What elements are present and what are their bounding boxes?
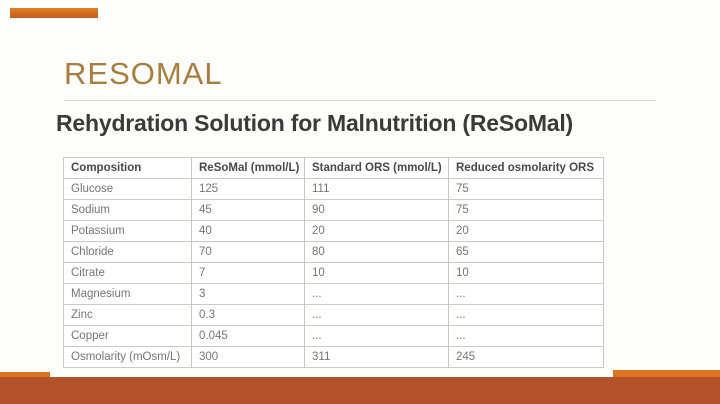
- slide-title: RESOMAL: [64, 56, 223, 91]
- table-header-cell: Reduced osmolarity ORS: [449, 158, 604, 179]
- table-cell: 311: [305, 347, 449, 368]
- table-header-cell: ReSoMal (mmol/L): [192, 158, 305, 179]
- table-cell: 3: [192, 284, 305, 305]
- table-row: [64, 242, 604, 263]
- table-cell: 10: [305, 263, 449, 284]
- bottom-band: [0, 377, 720, 404]
- table-cell: ...: [449, 284, 604, 305]
- table-cell: Citrate: [64, 263, 192, 284]
- top-accent-bar: [10, 8, 98, 18]
- table-cell: 0.045: [192, 326, 305, 347]
- table-cell: Glucose: [64, 179, 192, 200]
- table-cell: 0.3: [192, 305, 305, 326]
- title-divider: [64, 100, 656, 101]
- table-cell: Magnesium: [64, 284, 192, 305]
- table-row: [64, 179, 604, 200]
- table-cell: ...: [305, 284, 449, 305]
- table-cell: 75: [449, 179, 604, 200]
- table-cell: 40: [192, 221, 305, 242]
- table-cell: 245: [449, 347, 604, 368]
- table-cell: 80: [305, 242, 449, 263]
- table-row: [64, 263, 604, 284]
- table-header-cell: Standard ORS (mmol/L): [305, 158, 449, 179]
- table-cell: ...: [305, 305, 449, 326]
- table-cell: 300: [192, 347, 305, 368]
- table-cell: Sodium: [64, 200, 192, 221]
- table-cell: 75: [449, 200, 604, 221]
- table-cell: 20: [449, 221, 604, 242]
- table-header-row: [64, 158, 604, 179]
- table-cell: ...: [449, 305, 604, 326]
- table-cell: ...: [305, 326, 449, 347]
- table-cell: ...: [449, 326, 604, 347]
- table-cell: Potassium: [64, 221, 192, 242]
- table-row: [64, 284, 604, 305]
- table-row: [64, 305, 604, 326]
- table-row: [64, 326, 604, 347]
- table-row: [64, 347, 604, 368]
- table-row: [64, 221, 604, 242]
- table-cell: 125: [192, 179, 305, 200]
- table-cell: 90: [305, 200, 449, 221]
- table-row: [64, 200, 604, 221]
- table-cell: 111: [305, 179, 449, 200]
- table-cell: Chloride: [64, 242, 192, 263]
- table-cell: Zinc: [64, 305, 192, 326]
- table-cell: 7: [192, 263, 305, 284]
- table-cell: 65: [449, 242, 604, 263]
- composition-table: [63, 157, 604, 368]
- table-cell: 20: [305, 221, 449, 242]
- table-header-cell: Composition: [64, 158, 192, 179]
- table-cell: Copper: [64, 326, 192, 347]
- table-body: [64, 179, 604, 368]
- table-cell: Osmolarity (mOsm/L): [64, 347, 192, 368]
- table-cell: 45: [192, 200, 305, 221]
- table-title: Rehydration Solution for Malnutrition (ReSoMal): [56, 110, 574, 136]
- table-cell: 10: [449, 263, 604, 284]
- table-cell: 70: [192, 242, 305, 263]
